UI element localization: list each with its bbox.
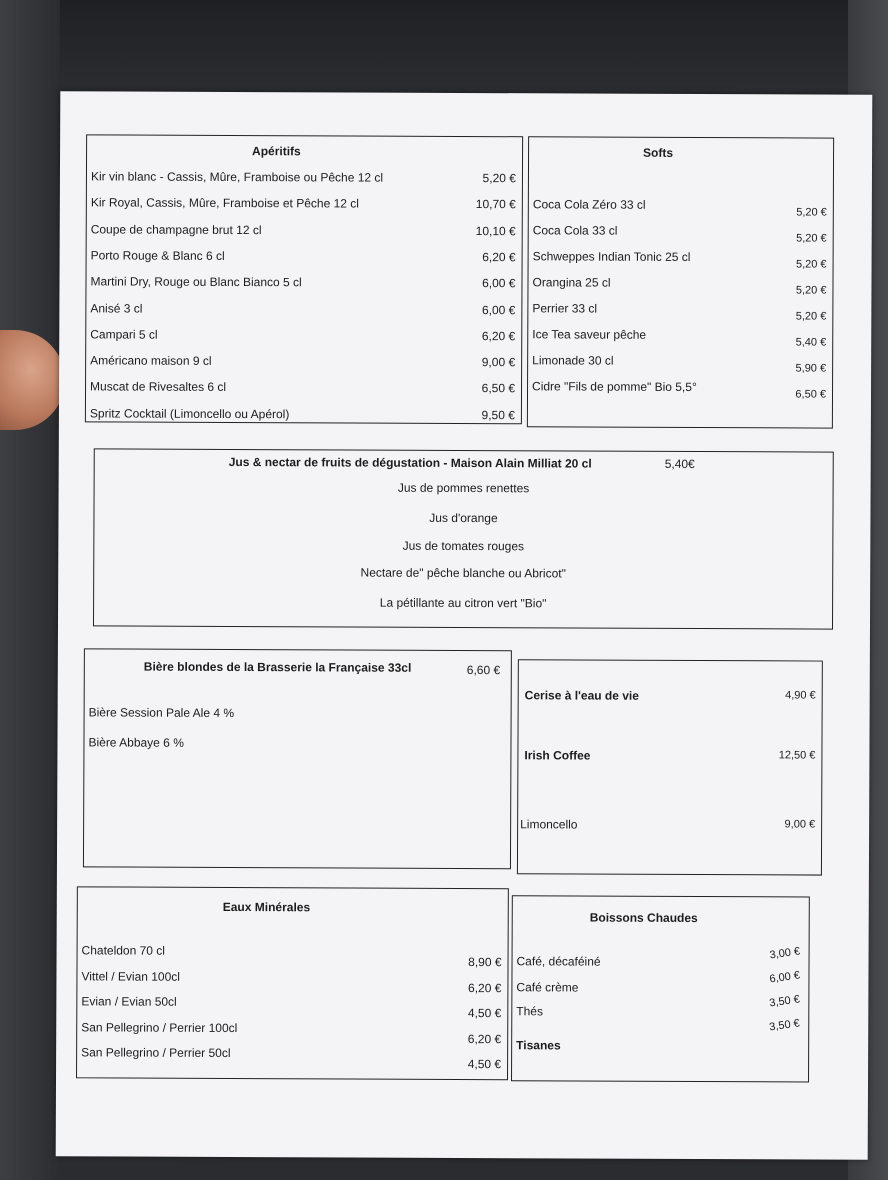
menu-row [529,249,833,270]
chaudes-section [511,895,810,1082]
menu-row [529,223,833,244]
item-price: 6,20 € [468,980,502,995]
item-name: Ice Tea saveur pêche [532,327,647,342]
item-name: Anisé 3 cl [90,300,143,316]
menu-row [86,275,521,297]
item-name: Vittel / Evian 100cl [81,968,181,984]
item-price: 9,00 € [481,355,516,370]
item-price: 3,50 € [768,1017,801,1034]
item-name: Perrier 33 cl [532,301,598,316]
item-name: Limoncello [520,817,578,832]
item-price: 6,50 € [795,388,827,401]
item-name: Muscat de Rivesaltes 6 cl [90,379,227,395]
item-name: Evian / Evian 50cl [81,994,177,1009]
jus-item: Jus de pommes renettes [397,480,530,496]
item-price: 5,20 € [795,284,827,297]
item-name: Irish Coffee [524,748,591,763]
menu-row [77,994,507,1021]
item-price: 6,00 € [482,276,516,291]
bieres-section [83,648,512,869]
item-name: Porto Rouge & Blanc 6 cl [90,248,225,263]
jus-section [93,448,834,629]
item-name: Thés [516,1004,544,1019]
bieres-title: Bière blondes de la Brasserie la Française 33cl [143,659,412,675]
item-name: Café, décaféiné [516,954,601,969]
aperitifs-title: Apéritifs [252,144,301,159]
aperitifs-section [85,134,523,424]
chaudes-title: Boissons Chaudes [589,910,698,926]
menu-sheet [56,91,873,1160]
menu-row [86,380,521,402]
item-name: Kir Royal, Cassis, Mûre, Framboise et Pêche 12 cl [90,195,359,211]
menu-row [518,817,821,838]
item-price: 5,40 € [795,336,827,349]
item-name: Limonade 30 cl [532,353,614,368]
item-name: San Pellegrino / Perrier 50cl [81,1045,231,1060]
item-name: Campari 5 cl [90,327,158,342]
menu-row [87,169,522,191]
item-price: 6,20 € [467,1031,502,1046]
item-price: 10,70 € [475,197,516,212]
item-price: 10,10 € [475,223,516,238]
menu-row [77,1019,507,1046]
bieres-price: 6,60 € [466,663,501,678]
item-price: 4,50 € [467,1006,502,1021]
item-name: Coupe de champagne brut 12 cl [90,221,262,237]
folder-left [0,0,60,1180]
menu-row [528,353,832,374]
item-price: 8,90 € [468,955,502,970]
menu-row [84,735,510,757]
item-name: Martini Dry, Rouge ou Blanc Bianco 5 cl [90,274,302,290]
item-name: Chateldon 70 cl [81,943,165,958]
menu-row [87,196,522,218]
folder-top [0,0,888,95]
item-name: Orangina 25 cl [532,275,611,290]
menu-row [78,943,508,970]
softs-section [527,136,834,428]
jus-item: Nectare de" pêche blanche ou Abricot" [360,565,566,581]
item-price: 9,00 € [784,818,816,831]
menu-row [77,968,507,995]
menu-row [519,688,822,709]
item-price: 5,20 € [796,206,827,219]
item-price: 6,00 € [769,969,802,986]
item-price: 6,50 € [481,381,516,396]
item-name: Cidre "Fils de pomme" Bio 5,5° [532,379,697,395]
menu-row [528,301,832,322]
menu-row [77,1045,507,1072]
eaux-title: Eaux Minérales [222,899,311,915]
menu-row [86,327,521,349]
item-name: Coca Cola Zéro 33 cl [532,197,646,212]
item-name: Américano maison 9 cl [90,353,212,368]
item-price: 5,20 € [795,310,827,323]
item-price: 12,50 € [778,749,816,762]
item-price: 6,20 € [481,328,516,344]
item-name: Schweppes Indian Tonic 25 cl [532,249,691,264]
menu-row [85,705,511,727]
item-price: 3,50 € [769,993,802,1010]
digestifs-section [517,659,823,875]
item-price: 5,20 € [796,232,827,245]
item-name: Spritz Cocktail (Limoncello ou Apérol) [89,406,290,421]
item-price: 4,90 € [785,689,816,702]
item-name: San Pellegrino / Perrier 100cl [81,1019,238,1035]
eaux-section [76,886,509,1080]
item-price: 9,50 € [481,407,515,422]
item-name: Café crème [516,980,579,995]
menu-row [529,197,833,218]
menu-row [528,327,832,348]
item-price: 6,00 € [481,302,516,317]
menu-row [86,353,521,375]
jus-item: Jus d'orange [429,510,498,526]
menu-row [86,301,521,323]
digestifs-list [519,660,822,832]
item-price: 5,20 € [482,171,516,186]
item-name: Cerise à l'eau de vie [524,688,639,703]
menu-row [86,406,521,428]
item-price: 3,00 € [769,945,802,962]
menu-row [87,248,522,270]
item-name: Bière Abbaye 6 % [88,735,184,750]
item-name: Coca Cola 33 cl [532,223,618,238]
jus-item: Jus de tomates rouges [402,538,525,554]
menu-row [87,222,522,244]
item-name: Bière Session Pale Ale 4 % [88,705,235,720]
item-name: Kir vin blanc - Cassis, Mûre, Framboise ou Pêche 12 cl [90,169,384,185]
item-price: 4,50 € [467,1057,502,1072]
menu-row [518,748,821,769]
item-price: 6,20 € [482,249,516,265]
item-price: 5,90 € [795,362,827,375]
item-name: Tisanes [516,1038,561,1053]
menu-row [528,275,832,296]
item-price: 5,20 € [795,258,827,271]
softs-title: Softs [643,145,674,160]
jus-item: La pétillante au citron vert "Bio" [379,595,547,611]
jus-title: Jus & nectar de fruits de dégustation - Maison Alain Milliat 20 cl [228,454,592,471]
jus-price: 5,40€ [664,456,695,472]
menu-row [528,379,832,400]
